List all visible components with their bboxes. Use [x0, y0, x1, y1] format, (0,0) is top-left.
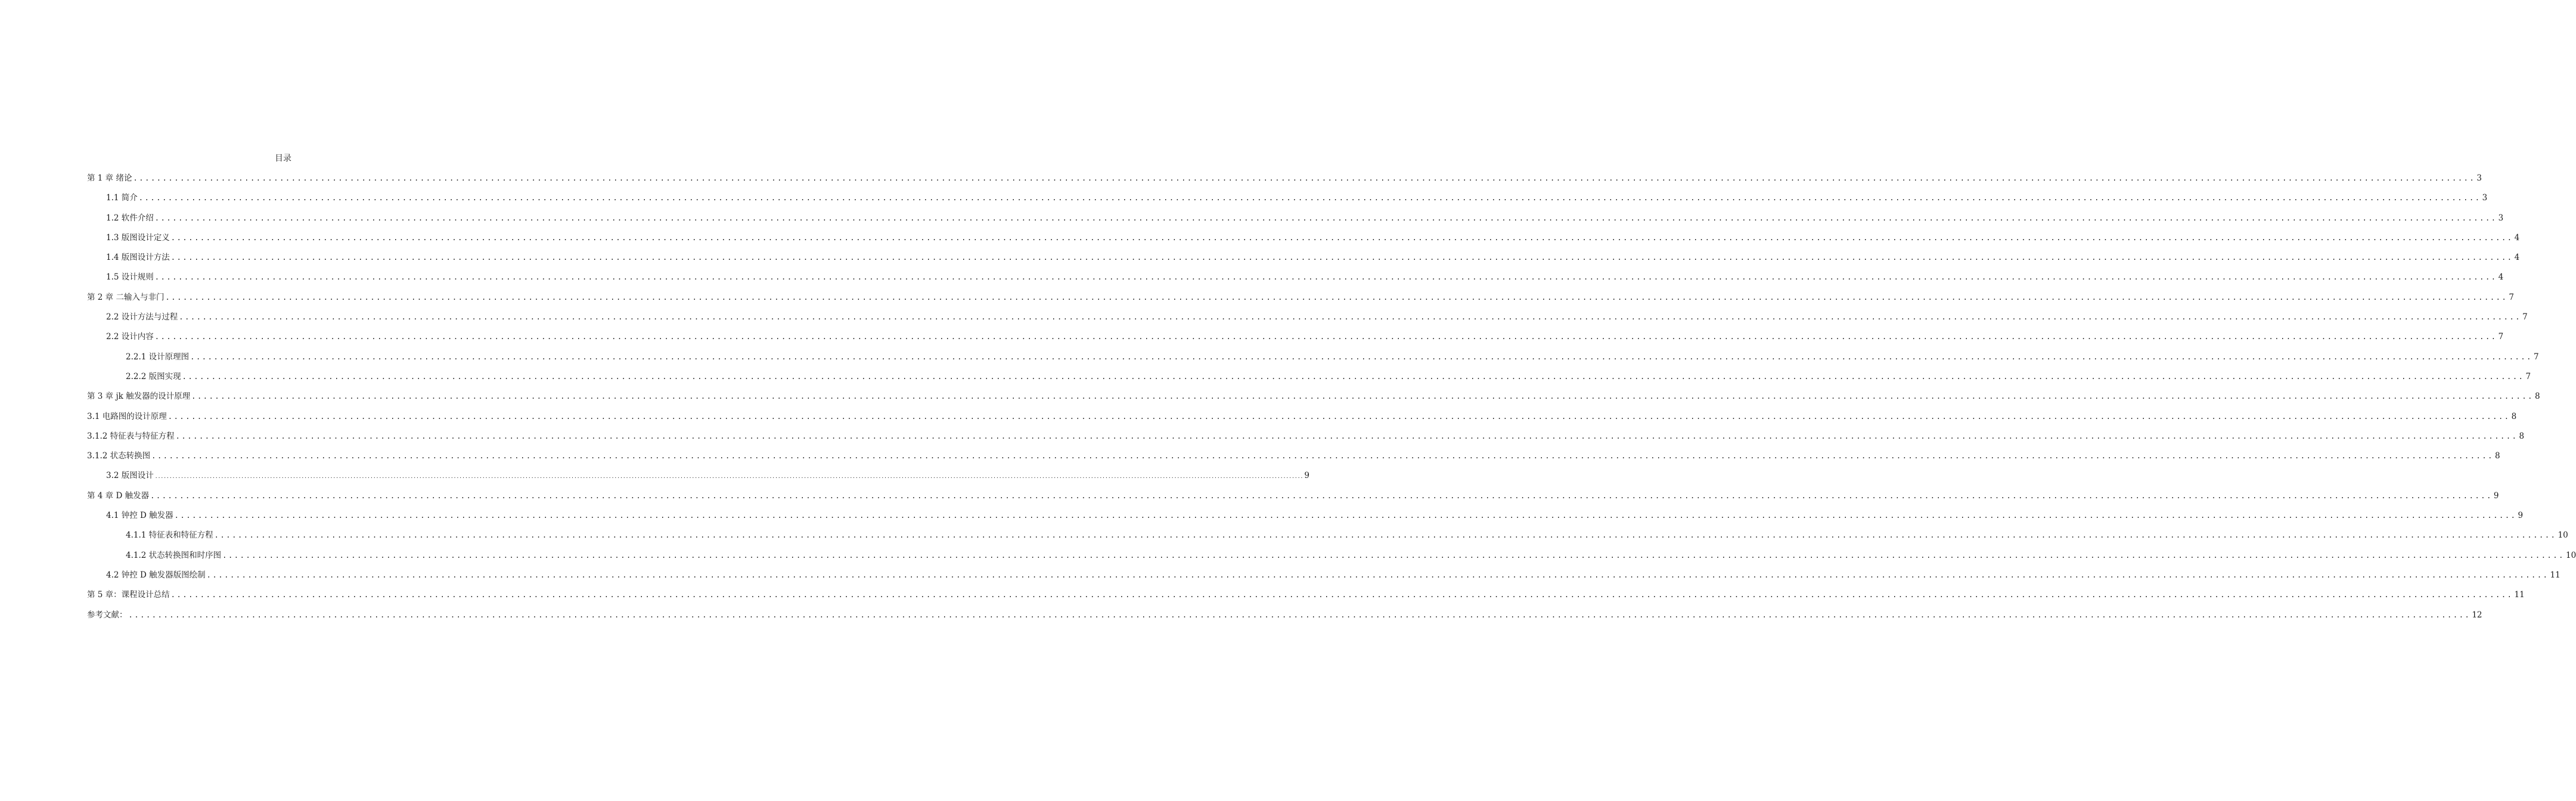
toc-entry[interactable]	[87, 490, 2499, 510]
toc-entry-page-number: 11	[2550, 570, 2561, 580]
toc-entry-label: 参考文献：	[87, 610, 128, 620]
toc-entry[interactable]	[87, 510, 2524, 529]
toc-dot-leader: ................................................................................................................................................................................................................................................................................................................................................................................................................	[191, 392, 2534, 401]
toc-dot-leader: ................................................................................................................................................................................................................................................................................................................................................................................................................	[128, 610, 2471, 619]
toc-entry-label: 1.1 简介	[106, 193, 138, 203]
toc-entry[interactable]	[87, 212, 2504, 232]
toc-dot-leader: ................................................................................................................................................................................................................................................................................................................................................................................................................	[170, 253, 2513, 262]
toc-entry-page-number: 3	[2498, 213, 2504, 223]
toc-entry-page-number: 3	[2482, 193, 2488, 203]
toc-entry[interactable]	[87, 589, 2525, 608]
toc-dot-leader: ................................................................................................................................................................................................................................................................................................................................................................................................................	[154, 213, 2497, 222]
toc-entry-page-number: 11	[2514, 590, 2525, 600]
toc-entry[interactable]	[87, 331, 2504, 350]
toc-entry-label: 2.2.2 版图实现	[126, 371, 181, 381]
toc-dot-leader: ................................................................................................................................................................................................................................................................................................................................................................................................................	[167, 412, 2510, 421]
toc-entry-label: 第 2 章 二输入与非门	[87, 292, 165, 302]
toc-dot-leader: ................................................................................................................................................................................................................................................................................................................................................................................................................	[133, 174, 2476, 182]
toc-entry[interactable]	[87, 172, 2482, 192]
toc-entry[interactable]	[87, 470, 1309, 489]
toc-entry[interactable]	[87, 529, 2568, 549]
toc-entry[interactable]	[87, 311, 2528, 331]
toc-entry-label: 4.1.2 状态转换图和时序图	[126, 550, 222, 560]
toc-dot-leader: ................................................................................................................................................................................................................................................................................................................................................................................................................	[175, 431, 2518, 440]
toc-entry-page-number: 4	[2514, 253, 2520, 263]
toc-entry-label: 1.3 版图设计定义	[106, 232, 170, 243]
toc-list	[87, 172, 2576, 629]
toc-entry[interactable]	[87, 430, 2525, 450]
toc-entry[interactable]	[87, 609, 2482, 629]
toc-entry-page-number: 10	[2566, 550, 2576, 560]
toc-entry-page-number: 7	[2498, 332, 2504, 342]
toc-entry-label: 3.1.2 特征表与特征方程	[87, 431, 175, 441]
toc-entry-page-number: 9	[2518, 511, 2524, 521]
toc-entry[interactable]	[87, 569, 2561, 589]
toc-entry[interactable]	[87, 232, 2520, 252]
toc-entry-label: 1.5 设计规则	[106, 272, 154, 282]
toc-dot-leader: ................................................................................................................................................................................................................................................................................................................................................................................................................	[151, 452, 2494, 461]
toc-entry-page-number: 9	[1304, 471, 1309, 481]
toc-entry[interactable]	[87, 411, 2517, 430]
toc-entry-page-number: 7	[2525, 371, 2531, 381]
toc-entry-page-number: 8	[2519, 431, 2525, 441]
toc-title: 目录	[275, 154, 291, 163]
toc-entry-label: 2.2 设计内容	[106, 332, 154, 342]
toc-entry-label: 1.2 软件介绍	[106, 213, 154, 223]
toc-entry-page-number: 10	[2558, 530, 2568, 541]
toc-entry[interactable]	[87, 390, 2540, 410]
toc-entry-page-number: 3	[2476, 173, 2482, 183]
toc-dot-leader: ................................................................................................................................................................................................................................................................................................................................................................................................................	[206, 570, 2549, 579]
toc-entry-page-number: 7	[2534, 352, 2539, 362]
toc-dot-leader: ................................................................................................................................................................................................................................................................................................................................................................................................................	[214, 531, 2557, 540]
toc-dot-leader: ................................................................................................................................................................................................................................................................................................................................................................................................................	[154, 474, 1303, 480]
toc-dot-leader: ................................................................................................................................................................................................................................................................................................................................................................................................................	[182, 372, 2525, 381]
toc-entry-label: 3.1.2 状态转换图	[87, 451, 151, 461]
toc-dot-leader: ................................................................................................................................................................................................................................................................................................................................................................................................................	[154, 273, 2497, 282]
toc-entry-label: 第 1 章 绪论	[87, 173, 132, 183]
toc-entry-label: 1.4 版图设计方法	[106, 253, 170, 263]
toc-entry[interactable]	[87, 271, 2504, 291]
toc-entry-label: 2.2.1 设计原理图	[126, 352, 190, 362]
toc-entry[interactable]	[87, 450, 2500, 470]
toc-entry-page-number: 4	[2498, 272, 2504, 282]
toc-dot-leader: ................................................................................................................................................................................................................................................................................................................................................................................................................	[174, 511, 2517, 520]
toc-entry-label: 4.2 钟控 D 触发器版图绘制	[106, 570, 206, 580]
toc-entry[interactable]	[87, 192, 2488, 212]
toc-dot-leader: ................................................................................................................................................................................................................................................................................................................................................................................................................	[165, 293, 2508, 302]
toc-entry-label: 第 4 章 D 触发器	[87, 490, 150, 501]
toc-entry-page-number: 4	[2514, 232, 2520, 243]
toc-entry-page-number: 12	[2472, 610, 2482, 620]
toc-entry[interactable]	[87, 252, 2520, 271]
toc-entry-page-number: 8	[2511, 411, 2517, 421]
toc-dot-leader: ................................................................................................................................................................................................................................................................................................................................................................................................................	[154, 333, 2497, 341]
toc-entry-label: 3.2 版图设计	[106, 471, 154, 481]
toc-entry-label: 4.1.1 特征表和特征方程	[126, 530, 213, 541]
toc-entry-page-number: 8	[2534, 392, 2540, 402]
toc-dot-leader: ................................................................................................................................................................................................................................................................................................................................................................................................................	[170, 591, 2513, 600]
toc-entry-page-number: 9	[2493, 490, 2499, 501]
toc-dot-leader: ................................................................................................................................................................................................................................................................................................................................................................................................................	[170, 233, 2513, 242]
toc-entry[interactable]	[87, 549, 2576, 569]
toc-dot-leader: ................................................................................................................................................................................................................................................................................................................................................................................................................	[150, 491, 2493, 500]
toc-dot-leader: ................................................................................................................................................................................................................................................................................................................................................................................................................	[190, 352, 2532, 361]
toc-entry-page-number: 7	[2509, 292, 2514, 302]
toc-entry-page-number: 8	[2495, 451, 2500, 461]
toc-dot-leader: ................................................................................................................................................................................................................................................................................................................................................................................................................	[138, 194, 2481, 203]
toc-entry-label: 第 3 章 jk 触发器的设计原理	[87, 392, 191, 402]
toc-entry[interactable]	[87, 291, 2514, 311]
toc-entry[interactable]	[87, 371, 2531, 390]
toc-dot-leader: ................................................................................................................................................................................................................................................................................................................................................................................................................	[222, 551, 2565, 560]
toc-entry-label: 第 5 章：课程设计总结	[87, 590, 170, 600]
toc-dot-leader: ................................................................................................................................................................................................................................................................................................................................................................................................................	[179, 313, 2522, 322]
toc-entry-label: 3.1 电路图的设计原理	[87, 411, 167, 421]
toc-entry[interactable]	[87, 351, 2539, 371]
toc-entry-label: 2.2 设计方法与过程	[106, 312, 178, 322]
toc-entry-label: 4.1 钟控 D 触发器	[106, 511, 173, 521]
toc-entry-page-number: 7	[2522, 312, 2528, 322]
